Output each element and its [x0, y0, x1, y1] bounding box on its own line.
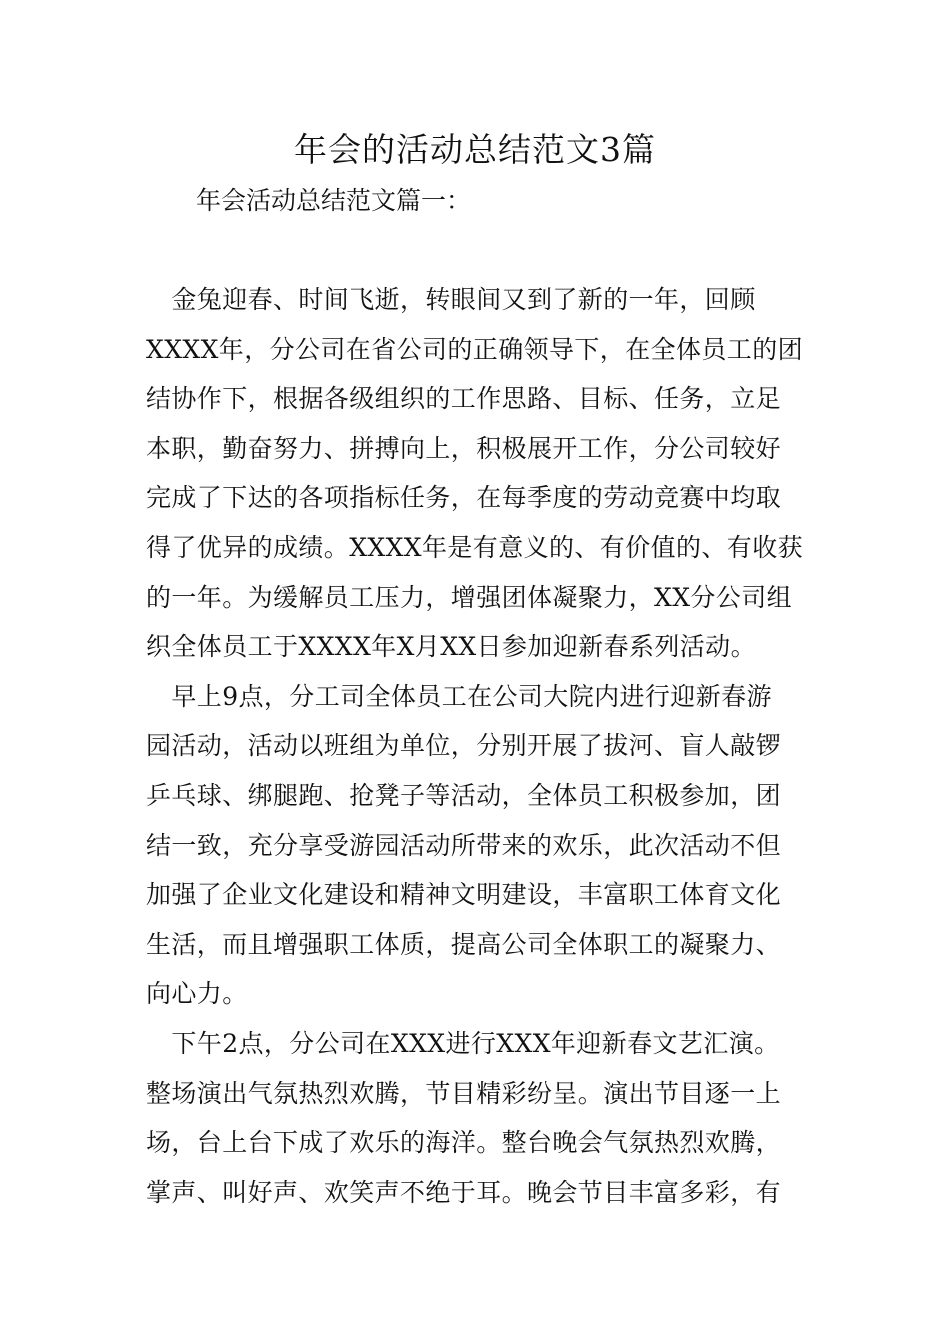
- text-line: 完成了下达的各项指标任务，在每季度的劳动竞赛中均取: [146, 483, 782, 513]
- text-line: 乒乓球、绑腿跑、抢凳子等活动，全体员工积极参加，团: [146, 780, 782, 810]
- text-line: 织全体员工于XXXX年X月XX日参加迎新春系列活动。: [146, 632, 756, 662]
- text-line: XXXX年，分公司在省公司的正确领导下，在全体员工的团: [146, 334, 803, 364]
- body-text: [146, 280, 816, 1222]
- text-line: 加强了企业文化建设和精神文明建设，丰富职工体育文化: [146, 880, 782, 910]
- text-line: 本职，勤奋努力、拼搏向上，积极展开工作，分公司较好: [146, 433, 782, 463]
- text-line: 的一年。为缓解员工压力，增强团体凝聚力，XX分公司组: [146, 582, 792, 612]
- text-line: 场，台上台下成了欢乐的海洋。整台晚会气氛热烈欢腾，: [146, 1128, 782, 1158]
- document-title: 年会的活动总结范文3篇: [294, 130, 656, 169]
- text-line: 下午2点，分公司在XXX进行XXX年迎新春文艺汇演。: [146, 1028, 780, 1058]
- text-line: 金兔迎春、时间飞逝，转眼间又到了新的一年，回顾: [146, 285, 756, 314]
- text-line: 生活，而且增强职工体质，提高公司全体职工的凝聚力、: [146, 929, 782, 959]
- text-line: 园活动，活动以班组为单位，分别开展了拔河、盲人敲锣: [146, 731, 782, 761]
- section-heading: 年会活动总结范文篇一：: [196, 186, 472, 215]
- text-line: 早上9点，分工司全体员工在公司大院内进行迎新春游: [146, 681, 772, 711]
- text-line: 得了优异的成绩。XXXX年是有意义的、有价值的、有收获: [146, 532, 803, 562]
- text-line: 向心力。: [146, 979, 248, 1009]
- text-line: 整场演出气氛热烈欢腾，节目精彩纷呈。演出节目逐一上: [146, 1078, 782, 1108]
- text-line: 掌声、叫好声、欢笑声不绝于耳。晚会节目丰富多彩，有: [146, 1177, 782, 1207]
- text-line: 结一致，充分享受游园活动所带来的欢乐，此次活动不但: [146, 830, 782, 860]
- text-line: 结协作下，根据各级组织的工作思路、目标、任务，立足: [146, 384, 782, 414]
